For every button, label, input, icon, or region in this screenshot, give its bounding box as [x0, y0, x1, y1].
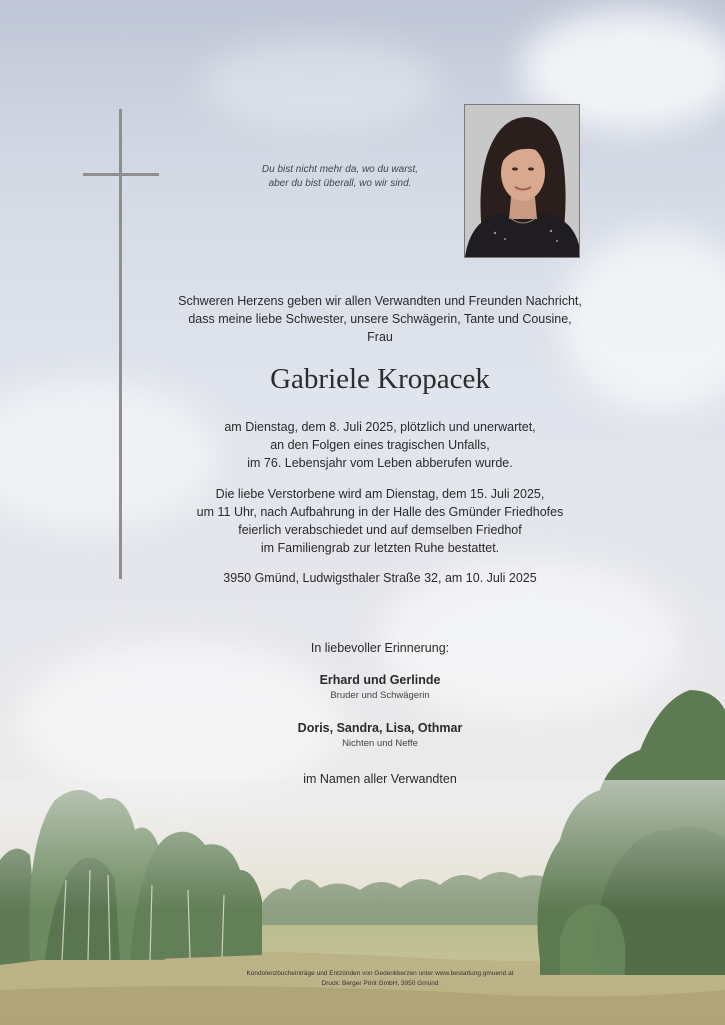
memory-heading: In liebevoller Erinnerung: — [310, 641, 450, 655]
announcement-line: Frau — [367, 330, 393, 344]
funeral-info-line: Die liebe Verstorbene wird am Dienstag, dem 15. Juli 2025, — [215, 487, 545, 501]
quote-line: aber du bist überall, wo wir sind. — [268, 178, 412, 189]
mourner-entry — [130, 672, 630, 702]
death-notice-line: am Dienstag, dem 8. Juli 2025, plötzlich und unerwartet, — [224, 420, 536, 434]
funeral-info-line: im Familiengrab zur letzten Ruhe bestattet. — [260, 541, 500, 555]
mourner-names: Doris, Sandra, Lisa, Othmar — [297, 721, 463, 735]
memorial-quote — [200, 163, 480, 191]
funeral-info — [130, 485, 630, 557]
footer-text — [130, 969, 630, 989]
announcement-line: dass meine liebe Schwester, unsere Schwägerin, Tante und Cousine, — [188, 312, 572, 326]
closing-line: im Namen aller Verwandten — [303, 772, 457, 786]
cross-vertical-bar — [119, 109, 122, 579]
funeral-info-line: um 11 Uhr, nach Aufbahrung in der Halle des Gmünder Friedhofes — [196, 505, 564, 519]
death-notice-line: an den Folgen eines tragischen Unfalls, — [270, 438, 490, 452]
cross-horizontal-bar — [83, 173, 159, 176]
place-date: 3950 Gmünd, Ludwigsthaler Straße 32, am 10. Juli 2025 — [223, 571, 537, 585]
death-notice-line: im 76. Lebensjahr vom Leben abberufen wurde. — [247, 456, 513, 470]
mourner-names: Erhard und Gerlinde — [319, 673, 441, 687]
portrait-photo — [464, 104, 580, 258]
quote-line: Du bist nicht mehr da, wo du warst, — [261, 164, 419, 175]
footer-line: Druck: Berger Print GmbH, 3950 Gmünd — [321, 980, 439, 987]
mourner-relation: Nichten und Neffe — [342, 738, 418, 749]
announcement-text — [130, 292, 630, 346]
death-notice — [130, 418, 630, 472]
mourner-entry — [130, 720, 630, 750]
mourner-relation: Bruder und Schwägerin — [330, 690, 430, 701]
funeral-info-line: feierlich verabschiedet und auf demselben Friedhof — [238, 523, 522, 537]
announcement-line: Schweren Herzens geben wir allen Verwandten und Freunden Nachricht, — [178, 294, 582, 308]
footer-line: Kondolenzbucheinträge und Entzünden von Gedenkkerzen unter www.bestattung.gmuend.at — [246, 970, 514, 977]
deceased-name: Gabriele Kropacek — [270, 363, 490, 395]
